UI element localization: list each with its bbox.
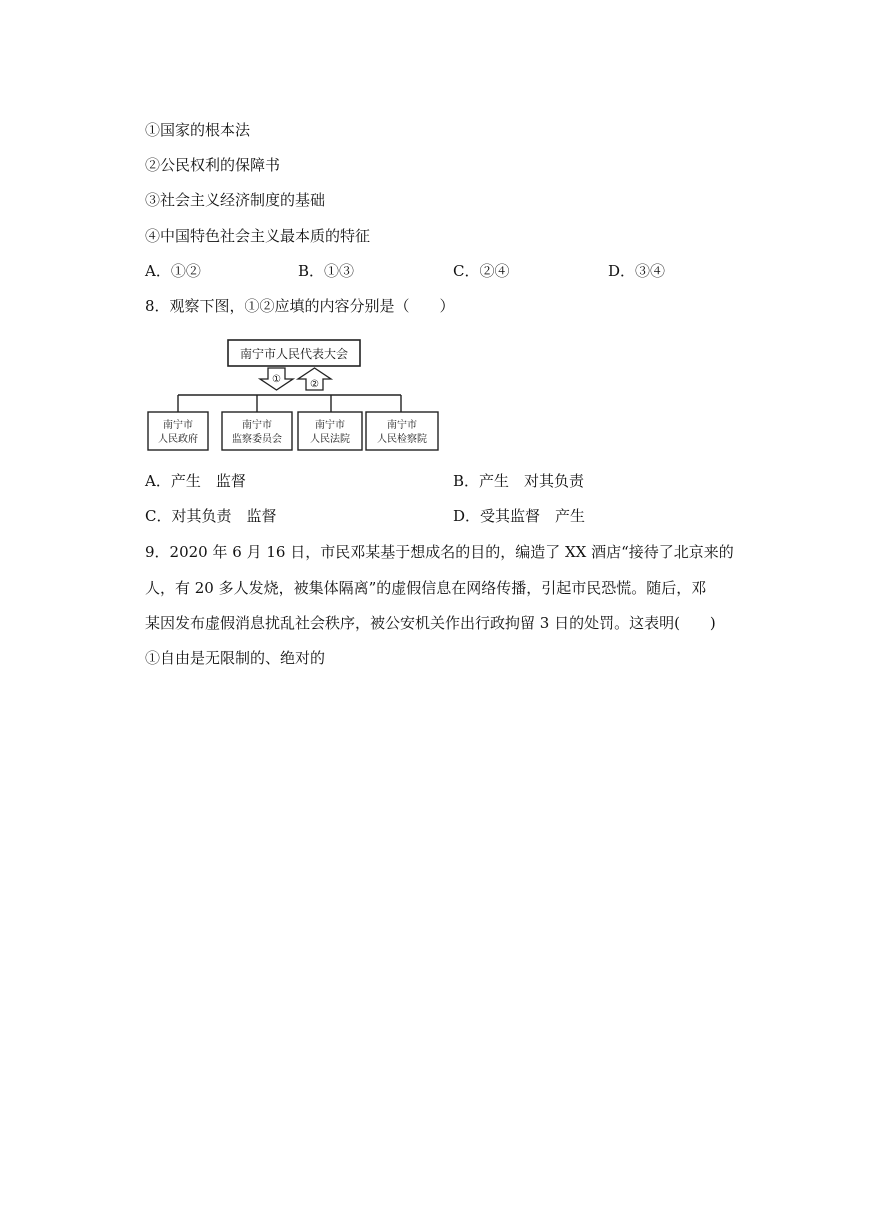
prev-option-b[interactable]: B．①③ [298,262,355,280]
diagram-arrow-2-label: ② [310,379,319,390]
diagram-box-procuratorate-line2: 人民检察院 [377,434,427,445]
diagram-box-government-line2: 人民政府 [158,434,198,445]
diagram-box-procuratorate-line1: 南宁市 [387,420,417,431]
statement-4: ④中国特色社会主义最本质的特征 [145,227,371,245]
prev-option-d[interactable]: D．③④ [608,262,666,280]
up-arrow-icon [298,368,331,390]
diagram-box-court-line2: 人民法院 [310,434,350,445]
down-arrow-icon [260,368,293,390]
q8-option-a[interactable]: A．产生 监督 [145,472,246,490]
diagram-top-label: 南宁市人民代表大会 [239,347,349,361]
diagram-arrow-1-label: ① [272,374,281,385]
question-9-stem-line-1: 9．2020 年 6 月 16 日，市民邓某基于想成名的目的，编造了 XX 酒店“接待了北京来的 [145,543,734,561]
q8-option-c[interactable]: C．对其负责 监督 [145,507,277,525]
question-9-stem-line-3: 某因发布虚假消息扰乱社会秩序，被公安机关作出行政拘留 3 日的处罚。这表明( ) [145,614,716,632]
prev-option-a[interactable]: A．①② [145,262,201,280]
statement-3: ③社会主义经济制度的基础 [145,191,326,209]
question-8-stem: 8．观察下图，①②应填的内容分别是（ ） [145,297,455,315]
diagram-box-supervision-line2: 监察委员会 [232,434,282,445]
question-9-stem-line-2: 人，有 20 多人发烧，被集体隔离”的虚假信息在网络传播，引起市民恐慌。随后，邓 [145,579,707,597]
q8-option-d[interactable]: D．受其监督 产生 [453,507,586,525]
diagram-box-government-line1: 南宁市 [163,420,193,431]
q8-option-b[interactable]: B．产生 对其负责 [453,472,585,490]
statement-2: ②公民权利的保障书 [145,156,281,174]
prev-option-c[interactable]: C．②④ [453,262,510,280]
diagram-box-supervision-line1: 南宁市 [242,420,272,431]
diagram-box-court-line1: 南宁市 [315,420,345,431]
organization-diagram [143,332,445,456]
q9-statement-1: ①自由是无限制的、绝对的 [145,649,326,667]
statement-1: ①国家的根本法 [145,121,251,139]
